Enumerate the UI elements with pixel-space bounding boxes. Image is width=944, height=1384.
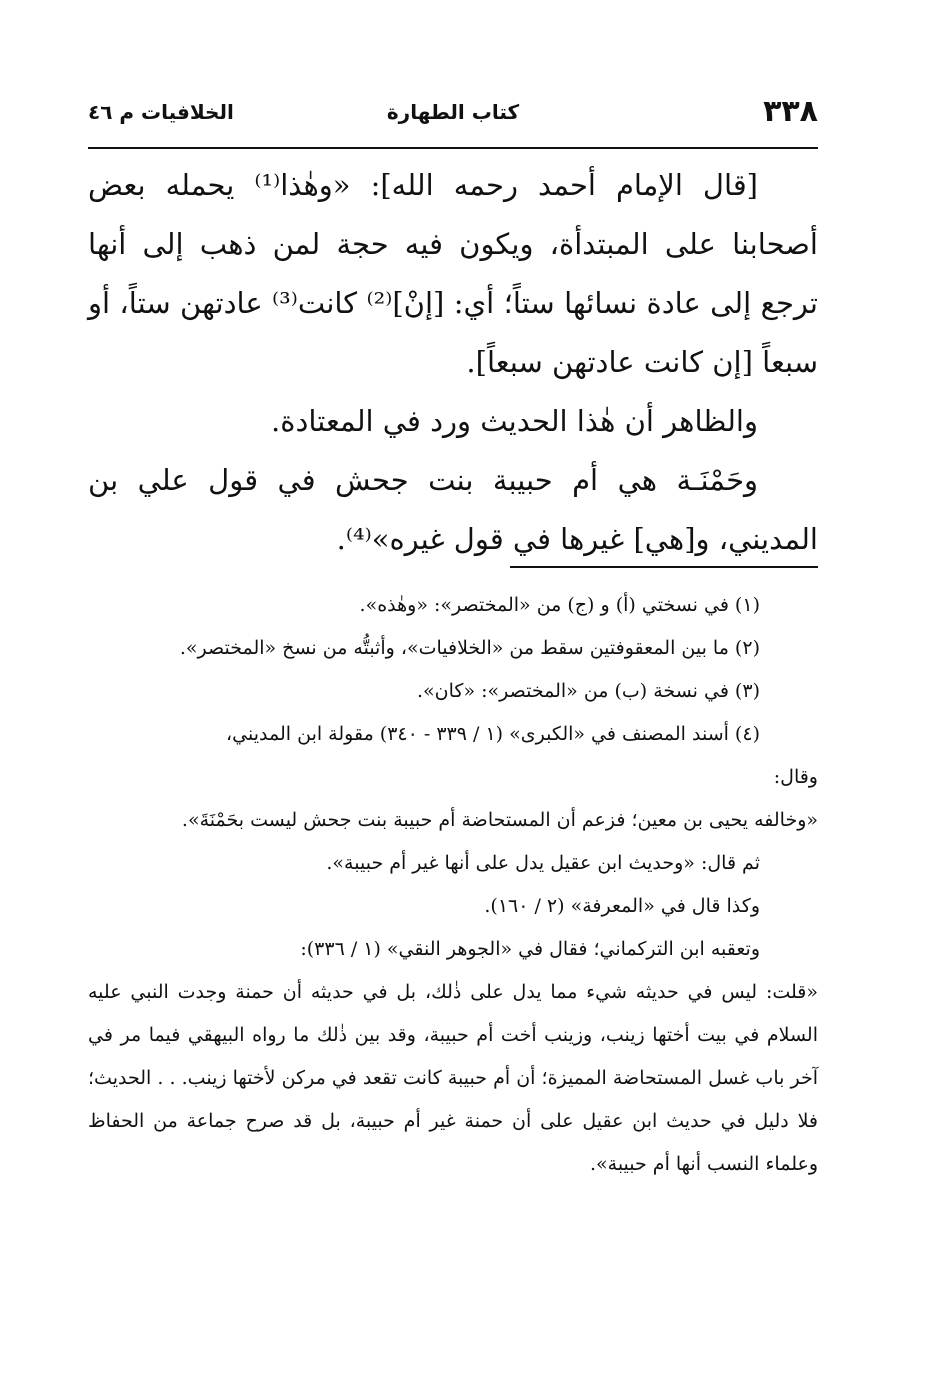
section-label: الخلافيات م ٤٦ bbox=[88, 100, 234, 124]
book-title: كتاب الطهارة bbox=[386, 100, 520, 124]
page-number: ٣٣٨ bbox=[763, 94, 818, 129]
footnote-text: وقال: bbox=[773, 766, 818, 788]
footnotes bbox=[88, 584, 818, 1186]
footnote-text: ثم قال: «وحديث ابن عقيل يدل على أنها غير أم حبيبة». bbox=[326, 852, 760, 874]
footnote: (٢) ما بين المعقوفتين سقط من «الخلافيات»، وأثبتُّه من نسخ «المختصر». bbox=[179, 637, 760, 659]
main-text bbox=[88, 156, 818, 569]
paragraph: وحَمْنَـة هي أم حبيبة بنت جحش في قول علي بن المديني، و[هي] غيرها في قول غيره»⁽⁴⁾. bbox=[88, 463, 818, 556]
paragraph: [قال الإمام أحمد رحمه الله]: «وهٰذا⁽¹⁾ يحمله بعض أصحابنا على المبتدأة، ويكون فيه حجة لمن ذهب إلى أنها ترجع إلى عادة نسائها ستاً؛ أي: [إنْ]⁽²⁾ كانت⁽³⁾ عادتهن ستاً، أو سبعاً [إن كانت عادتهن سبعاً]. bbox=[88, 168, 818, 379]
footnote: (١) في نسختي (أ) و (ج) من «المختصر»: «وهٰذه». bbox=[359, 594, 760, 616]
paragraph: والظاهر أن هٰذا الحديث ورد في المعتادة. bbox=[271, 404, 758, 438]
header-rule bbox=[88, 147, 818, 149]
footnote-separator bbox=[510, 566, 818, 568]
footnote: (٤) أسند المصنف في «الكبرى» (١ / ٣٣٩ - ٣٤٠) مقولة ابن المديني، bbox=[226, 723, 760, 745]
footnote-text: وتعقبه ابن التركماني؛ فقال في «الجوهر النقي» (١ / ٣٣٦): bbox=[300, 938, 760, 960]
footnote-quote: «قلت: ليس في حديثه شيء مما يدل على ذٰلك، بل في حديثه أن حمنة وجدت النبي عليه السلام في بيت أختها زينب، وزينب أخت أم حبيبة، وقد بين ذٰلك ما رواه البيهقي فيما مر في آخر باب غسل المستحاضة المميزة؛ أن أم حبيبة كانت تقعد في مركن لأختها زينب. . . الحديث؛ فلا دليل في حديث ابن عقيل على أن حمنة غير أم حبيبة، بل قد صرح جماعة من الحفاظ وعلماء النسب أنها أم حبيبة». bbox=[88, 981, 818, 1175]
footnote-text: وكذا قال في «المعرفة» (٢ / ١٦٠). bbox=[484, 895, 760, 917]
footnote: (٣) في نسخة (ب) من «المختصر»: «كان». bbox=[417, 680, 760, 702]
running-header bbox=[88, 92, 818, 132]
footnote-quote: «وخالفه يحيى بن معين؛ فزعم أن المستحاضة أم حبيبة بنت جحش ليست بحَمْنَةَ». bbox=[181, 809, 818, 831]
